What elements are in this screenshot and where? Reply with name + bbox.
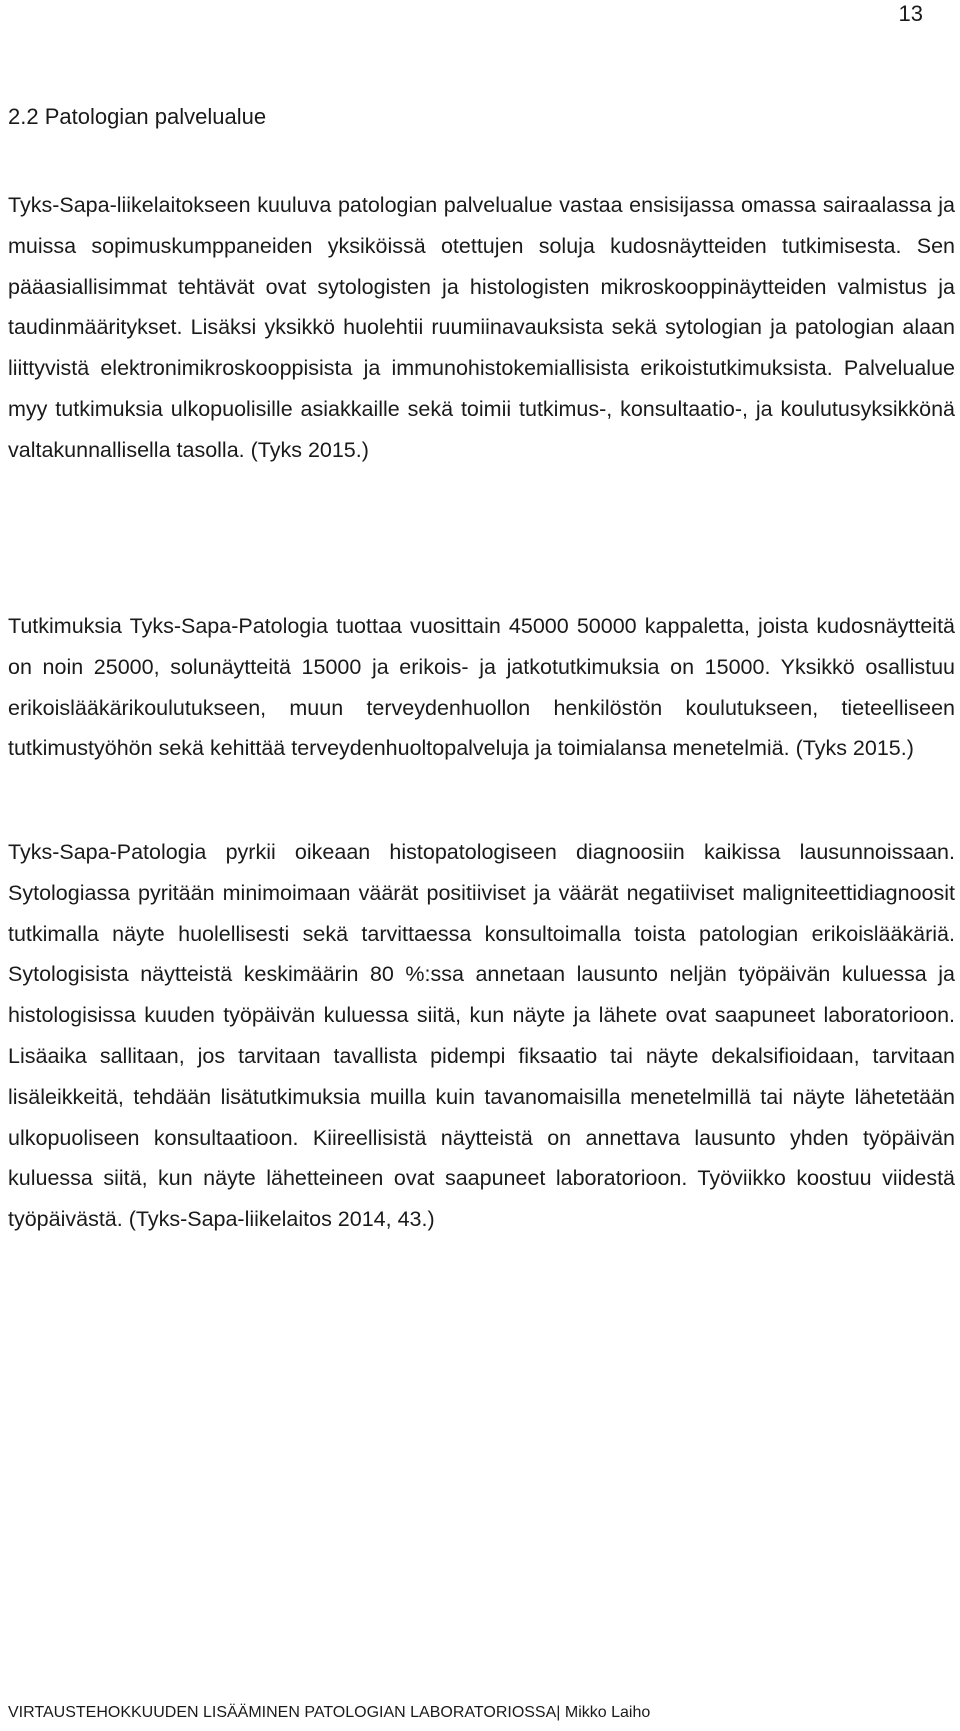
paragraph-diagnostics: Tyks-Sapa-Patologia pyrkii oikeaan histopatologiseen diagnoosiin kaikissa lausunnoissaan. Sytologiassa pyritään minimoimaan väärät positiiviset ja väärät negatiiviset maligniteettidiagnoosit tutkimalla näyte huolellisesti sekä tarvittaessa konsultoimalla toista patologian erikoislääkäriä. Sytologisista näytteistä keskimäärin 80 %:ssa annetaan lausunto neljän työpäivän kuluessa ja histologisissa kuuden työpäivän kuluessa siitä, kun näyte ja lähete ovat saapuneet laboratorioon. Lisäaika sallitaan, jos tarvitaan tavallista pidempi fiksaatio tai näyte dekalsifioidaan, tarvitaan lisäleikkeitä, tehdään lisätutkimuksia muilla kuin tavanomaisilla menetelmillä tai näyte lähetetään ulkopuoliseen konsultaatioon. Kiireellisistä näytteistä on annettava lausunto yhden työpäivän kuluessa siitä, kun näyte lähetteineen ovat saapuneet laboratorioon. Työviikko koostuu viidestä työpäivästä. (Tyks-Sapa-liikelaitos 2014, 43.) bbox=[8, 840, 955, 1232]
paragraph-service-area: Tyks-Sapa-liikelaitokseen kuuluva patologian palvelualue vastaa ensisijassa omassa sairaalassa ja muissa sopimuskumppaneiden yksiköissä otettujen soluja kudosnäytteiden tutkimisesta. Sen pääasiallisimmat tehtävät ovat sytologisten ja histologisten mikroskooppinäytteiden valmistus ja taudinmääritykset. Lisäksi yksikkö huolehtii ruumiinavauksista sekä sytologian ja patologian alaan liittyvistä elektronimikroskooppisista ja immunohistokemiallisista erikoistutkimuksista. Palvelualue myy tutkimuksia ulkopuolisille asiakkaille sekä toimii tutkimus-, konsultaatio-, ja koulutusyksikkönä valtakunnallisella tasolla. (Tyks 2015.) bbox=[8, 193, 955, 462]
paragraph-volumes: Tutkimuksia Tyks-Sapa-Patologia tuottaa vuosittain 45000 50000 kappaletta, joista kudosnäytteitä on noin 25000, solunäytteitä 15000 ja erikois- ja jatkotutkimuksia on 15000. Yksikkö osallistuu erikoislääkärikoulutukseen, muun terveydenhuollon henkilöstön koulutukseen, tieteelliseen tutkimustyöhön sekä kehittää terveydenhuoltopalveluja ja toimialansa menetelmiä. (Tyks 2015.) bbox=[8, 614, 955, 761]
page-number: 13 bbox=[898, 1, 923, 26]
page-footer: VIRTAUSTEHOKKUUDEN LISÄÄMINEN PATOLOGIAN LABORATORIOSSA| Mikko Laiho bbox=[8, 1704, 651, 1721]
section-heading: 2.2 Patologian palvelualue bbox=[8, 104, 267, 129]
